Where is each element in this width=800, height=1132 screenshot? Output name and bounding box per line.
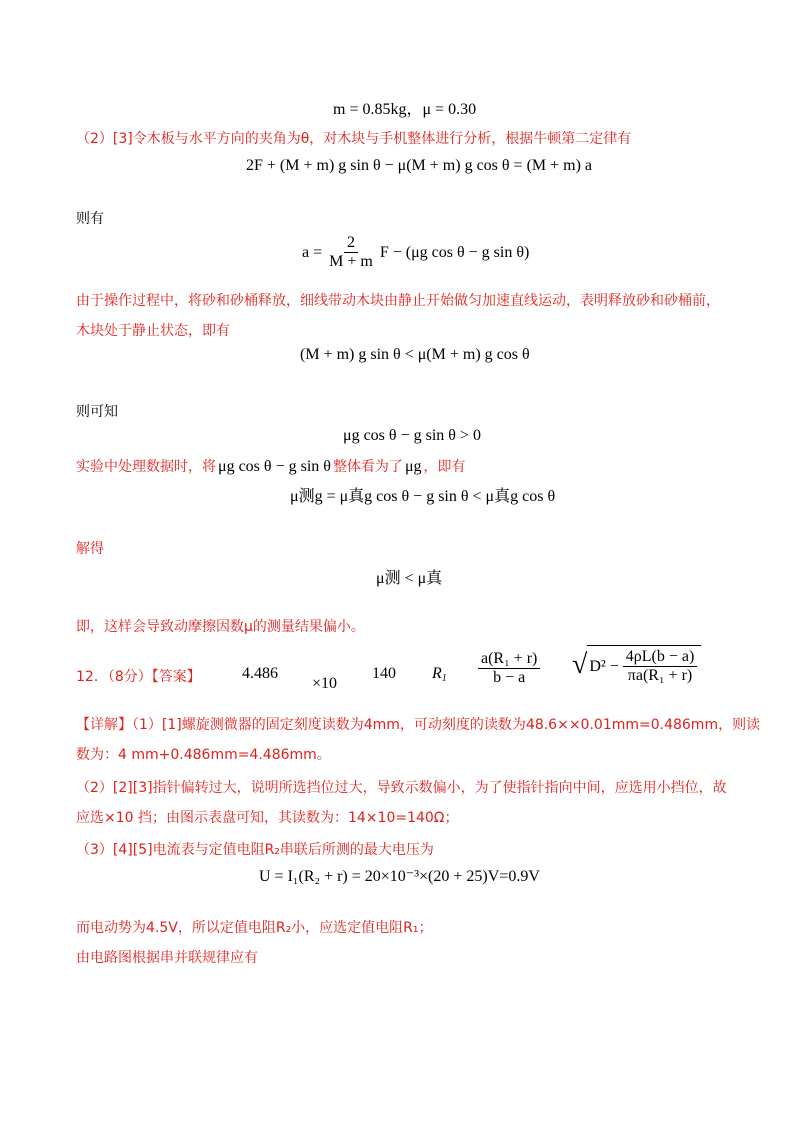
q12-answer-6-prefix: D² − <box>589 657 619 675</box>
processing-eq2: μg <box>404 458 422 475</box>
accel-eq-left: a = <box>302 243 323 261</box>
q12-answer-4 <box>432 665 447 684</box>
q12-answer-4-r: R <box>432 665 442 682</box>
q12-answer-1: 4.486 <box>242 665 278 682</box>
sqrt-symbol-icon: √ <box>572 649 588 680</box>
q12-answer-5 <box>478 650 540 687</box>
operation-text-1: 由于操作过程中，将砂和砂桶释放，细线带动木块由静止开始做匀加速直线运动，表明释放砂和砂桶前， <box>76 293 720 309</box>
conclusion-text: 即，这样会导致动摩擦因数μ的测量结果偏小。 <box>76 619 365 635</box>
mass-friction-result: m = 0.85kg，μ = 0.30 <box>333 101 477 118</box>
q12-label: 12．（8分）【答案】 <box>76 669 201 685</box>
newton-equation: 2F + (M + m) g sin θ − μ(M + m) g cos θ = (M + m) a <box>246 157 593 174</box>
q12-answer-6-frac <box>623 648 698 685</box>
detail-line-4: 应选×10 挡；由图示表盘可知，其读数为：14×10=140Ω； <box>76 810 459 826</box>
static-inequality: (M + m) g sin θ < μ(M + m) g cos θ <box>300 346 530 363</box>
q12-answer-3: 140 <box>372 665 396 682</box>
q12-answer-4-sub: 1 <box>441 673 447 684</box>
q12-answer-5-frac <box>478 650 540 687</box>
operation-text-2: 木块处于静止状态，即有 <box>76 323 230 339</box>
detail-line-5: （3）[4][5]电流表与定值电阻R₂串联后所测的最大电压为 <box>76 842 434 858</box>
processing-text-b: 整体看为了 <box>332 459 403 475</box>
accel-eq-right: F − (μg cos θ − g sin θ) <box>379 243 530 261</box>
q12-answer-6-num: 4ρL(b − a) <box>623 648 698 667</box>
detail-line-8: 由电路图根据串并联规律应有 <box>76 950 258 966</box>
processing-text-c: ，即有 <box>423 459 466 475</box>
acceleration-equation <box>302 234 529 271</box>
detail-line-2: 数为：4 mm+0.486mm=4.486mm。 <box>76 747 331 763</box>
detail-line-7: 而电动势为4.5V，所以定值电阻R₂小，应选定值电阻R₁； <box>76 920 433 936</box>
q12-answer-6-radicand <box>587 645 701 685</box>
processing-text-a: 实验中处理数据时，将 <box>76 459 216 475</box>
solve-text: 解得 <box>76 541 104 557</box>
therefore-text: 则可知 <box>76 404 118 420</box>
analysis-text-2: （2）[3]令木板与水平方向的夹角为θ，对木块与手机整体进行分析，根据牛顿第二定律有 <box>76 131 632 147</box>
q12-answer-6 <box>572 645 701 685</box>
accel-frac-num: 2 <box>344 234 358 253</box>
processing-eq: μg cos θ − g sin θ <box>218 458 331 475</box>
measured-friction-equation: μ测g = μ真g cos θ − g sin θ < μ真g cos θ <box>290 488 556 505</box>
positive-inequality: μg cos θ − g sin θ > 0 <box>343 427 481 444</box>
detail-line-3: （2）[2][3]指针偏转过大，说明所选挡位过大，导致示数偏小，为了使指针指向中间，应选用小挡位，故 <box>76 780 727 796</box>
measured-less-true: μ测 < μ真 <box>376 570 443 587</box>
then-text: 则有 <box>76 211 104 227</box>
accel-fraction <box>326 234 376 271</box>
q12-answer-5-num: a(R₁ + r) <box>478 650 540 669</box>
q12-answer-6-den: πa(R₁ + r) <box>627 667 693 684</box>
detail-line-1: 【详解】（1）[1]螺旋测微器的固定刻度读数为4mm，可动刻度的读数为48.6××0.01mm=0.486mm，则读 <box>76 717 761 733</box>
q12-answer-6-sqrt <box>572 645 701 685</box>
voltage-equation: U = I₁(R₂ + r) = 20×10⁻³×(20 + 25)V=0.9V <box>259 868 540 885</box>
accel-frac-den: M + m <box>329 253 373 270</box>
q12-answer-5-den: b − a <box>493 669 526 686</box>
processing-line <box>76 456 466 476</box>
q12-answer-2: ×10 <box>312 675 338 692</box>
